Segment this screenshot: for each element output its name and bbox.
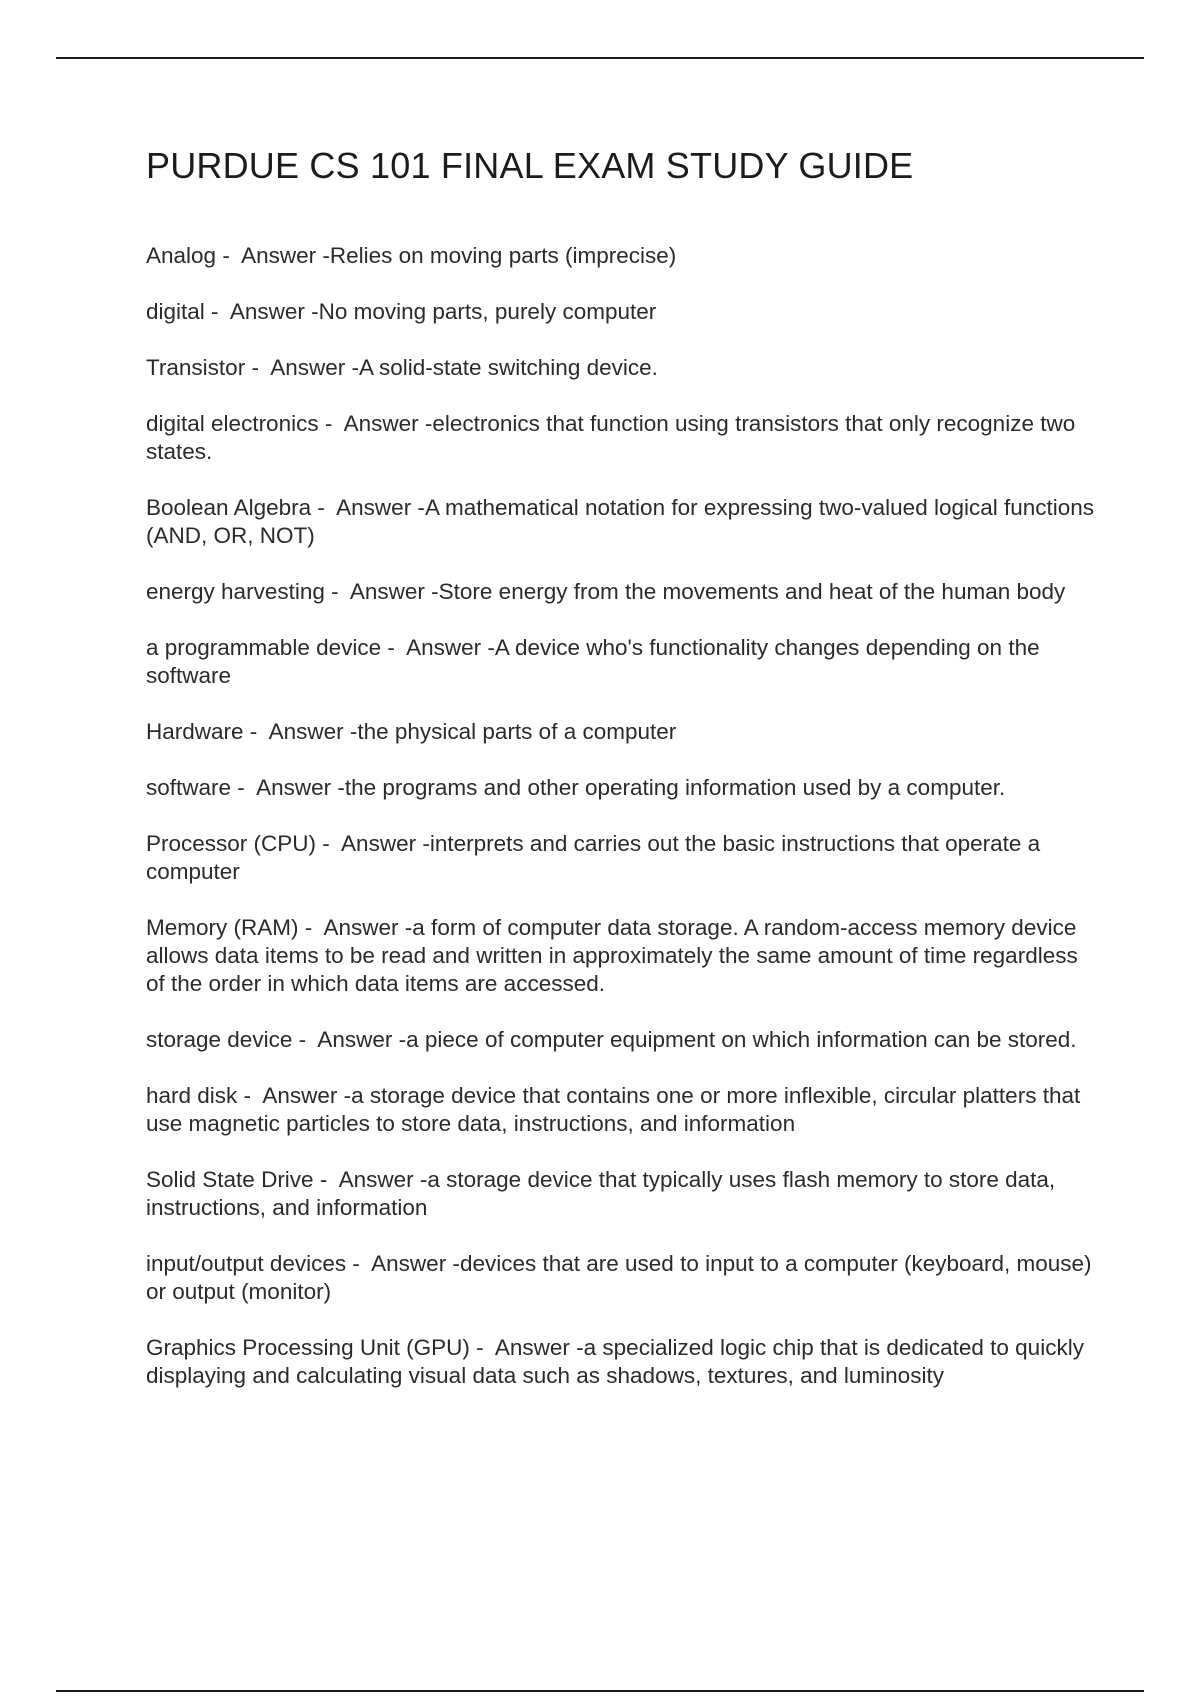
entry-term: input/output devices: [146, 1251, 347, 1276]
entry-answer: A device who's functionality changes depending on the software: [146, 635, 1040, 688]
entry-item: digital electronics - Answer -electronics that function using transistors that only recognize two states.: [146, 411, 1076, 464]
entry-item: Hardware - Answer -the physical parts of a computer: [146, 719, 677, 744]
answer-prefix: Answer -: [323, 915, 413, 940]
entry-answer: a piece of computer equipment on which information can be stored.: [406, 1027, 1077, 1052]
entry-answer: electronics that function using transistors that only recognize two states.: [146, 411, 1076, 464]
entry-term: Transistor: [146, 355, 246, 380]
entry-answer: a form of computer data storage. A random-access memory device allows data items to be read and written in approximately the same amount of time regardless of the order in which data items are accessed.: [146, 915, 1078, 996]
entry-item: Processor (CPU) - Answer -interprets and carries out the basic instructions that operate a computer: [146, 831, 1041, 884]
entry-item: input/output devices - Answer -devices that are used to input to a computer (keyboard, mouse) or output (monitor): [146, 1251, 1092, 1304]
entry-term: Boolean Algebra: [146, 495, 312, 520]
entry-item: Graphics Processing Unit (GPU) - Answer -a specialized logic chip that is dedicated to quickly displaying and calculating visual data such as shadows, textures, and luminosity: [146, 1335, 1084, 1388]
entry-term: Graphics Processing Unit (GPU): [146, 1335, 470, 1360]
top-rule: [56, 57, 1144, 59]
entry-item: Solid State Drive - Answer -a storage device that typically uses flash memory to store data, instructions, and information: [146, 1167, 1056, 1220]
entry-answer: devices that are used to input to a computer (keyboard, mouse) or output (monitor): [146, 1251, 1092, 1304]
entry-answer: a specialized logic chip that is dedicated to quickly displaying and calculating visual data such as shadows, textures, and luminosity: [146, 1335, 1084, 1388]
entry-term: energy harvesting: [146, 579, 325, 604]
page-title: PURDUE CS 101 FINAL EXAM STUDY GUIDE: [146, 145, 914, 186]
entry-item: Analog - Answer -Relies on moving parts (imprecise): [146, 243, 677, 268]
entry-answer: interprets and carries out the basic instructions that operate a computer: [146, 831, 1041, 884]
entry-term: hard disk: [146, 1083, 238, 1108]
entry-answer: a storage device that typically uses flash memory to store data, instructions, and information: [146, 1167, 1056, 1220]
entry-item: storage device - Answer -a piece of computer equipment on which information can be stored.: [146, 1027, 1077, 1052]
entry-item: digital - Answer -No moving parts, purely computer: [146, 299, 657, 324]
entry-item: energy harvesting - Answer -Store energy from the movements and heat of the human body: [146, 579, 1066, 604]
entry-term: digital electronics: [146, 411, 319, 436]
answer-prefix: Answer -: [268, 719, 358, 744]
answer-prefix: Answer -: [262, 1083, 352, 1108]
entry-item: Boolean Algebra - Answer -A mathematical notation for expressing two-valued logical functions (AND, OR, NOT): [146, 495, 1095, 548]
entry-term: Solid State Drive: [146, 1167, 314, 1192]
answer-prefix: Answer -: [341, 831, 430, 856]
entry-item: hard disk - Answer -a storage device that contains one or more inflexible, circular platters that use magnetic particles to store data, instructions, and information: [146, 1083, 1081, 1136]
answer-prefix: Answer -: [241, 243, 330, 268]
answer-prefix: Answer -: [256, 775, 345, 800]
entry-answer: A mathematical notation for expressing two-valued logical functions (AND, OR, NOT): [146, 495, 1095, 548]
entry-list: [146, 242, 1096, 1390]
answer-prefix: Answer -: [270, 355, 359, 380]
study-guide-page: [146, 142, 1096, 1418]
entry-term: storage device: [146, 1027, 293, 1052]
entry-term: Hardware: [146, 719, 244, 744]
answer-prefix: Answer -: [349, 579, 439, 604]
answer-prefix: Answer -: [336, 495, 425, 520]
answer-prefix: Answer -: [317, 1027, 407, 1052]
entry-item: software - Answer -the programs and other operating information used by a computer.: [146, 775, 1006, 800]
answer-prefix: Answer -: [343, 411, 433, 436]
answer-prefix: Answer -: [494, 1335, 584, 1360]
entry-item: Memory (RAM) - Answer -a form of computer data storage. A random-access memory device allows data items to be read and written in approximately the same amount of time regardless of the order in which data items are accessed.: [146, 915, 1078, 996]
entry-item: Transistor - Answer -A solid-state switching device.: [146, 355, 658, 380]
entry-answer: a storage device that contains one or more inflexible, circular platters that use magnetic particles to store data, instructions, and information: [146, 1083, 1081, 1136]
entry-term: a programmable device: [146, 635, 382, 660]
entry-term: Memory (RAM): [146, 915, 299, 940]
bottom-rule: [56, 1690, 1144, 1692]
entry-item: a programmable device - Answer -A device who's functionality changes depending on the software: [146, 635, 1040, 688]
answer-prefix: Answer -: [229, 299, 319, 324]
entry-answer: Relies on moving parts (imprecise): [329, 243, 677, 268]
answer-prefix: Answer -: [371, 1251, 460, 1276]
entry-answer: the physical parts of a computer: [357, 719, 677, 744]
entry-answer: the programs and other operating information used by a computer.: [344, 775, 1006, 800]
entry-answer: No moving parts, purely computer: [318, 299, 657, 324]
entry-term: software: [146, 775, 232, 800]
entry-term: Processor (CPU): [146, 831, 317, 856]
entry-term: Analog: [146, 243, 217, 268]
answer-prefix: Answer -: [338, 1167, 428, 1192]
entry-answer: A solid-state switching device.: [358, 355, 658, 380]
answer-prefix: Answer -: [406, 635, 495, 660]
entry-term: digital: [146, 299, 205, 324]
entry-answer: Store energy from the movements and heat of the human body: [438, 579, 1066, 604]
